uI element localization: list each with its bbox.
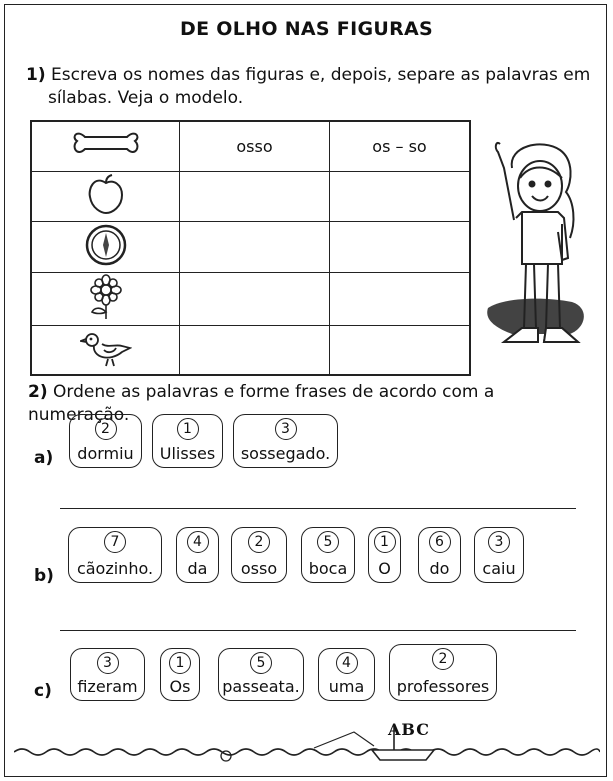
- word-tile: [233, 414, 338, 468]
- tile-word: Ulisses: [159, 444, 216, 463]
- word-answer-cell[interactable]: [180, 171, 330, 221]
- syllables-answer-cell[interactable]: [330, 221, 471, 272]
- answer-line-b[interactable]: [60, 630, 576, 631]
- question-2-text: Ordene as palavras e forme frases de acordo com a numeração.: [28, 382, 495, 425]
- word-answer-cell[interactable]: [180, 325, 330, 375]
- question-1-text-line2: sílabas. Veja o modelo.: [48, 88, 244, 108]
- order-number: 1: [169, 652, 191, 674]
- tile-word: passeata.: [222, 677, 300, 696]
- order-number: 2: [95, 418, 117, 440]
- question-2-number: 2): [28, 382, 48, 402]
- table-icon-cell: [31, 171, 180, 221]
- word-tile: [160, 648, 200, 701]
- order-number: 1: [374, 531, 396, 553]
- word-tile: [218, 648, 304, 701]
- table-row: [31, 272, 470, 325]
- tile-word: da: [187, 559, 208, 578]
- word-answer-cell[interactable]: [180, 272, 330, 325]
- tile-word: fizeram: [77, 677, 138, 696]
- table-icon-cell: [31, 121, 180, 171]
- order-number: 6: [429, 531, 451, 553]
- order-number: 4: [187, 531, 209, 553]
- word-tile: [69, 414, 142, 468]
- question-1-text-line1: Escreva os nomes das figuras e, depois, separe as palavras em: [51, 65, 591, 85]
- word-tile: [70, 648, 145, 701]
- model-word-cell: osso: [180, 121, 330, 171]
- order-number: 5: [250, 652, 272, 674]
- order-number: 7: [104, 531, 126, 553]
- tile-word: sossegado.: [240, 444, 331, 463]
- tile-word: do: [429, 559, 450, 578]
- order-number: 3: [488, 531, 510, 553]
- order-number: 1: [177, 418, 199, 440]
- peach-icon: [86, 173, 126, 215]
- syllables-answer-cell[interactable]: [330, 272, 471, 325]
- question-1-number: 1): [26, 65, 46, 85]
- item-a-label: a): [34, 448, 54, 468]
- flower-icon: [84, 274, 128, 320]
- compass-icon: [84, 223, 128, 267]
- waves-illustration: [14, 720, 600, 768]
- table-icon-cell: [31, 272, 180, 325]
- word-tile: [389, 644, 497, 701]
- page-title: DE OLHO NAS FIGURAS: [180, 18, 433, 40]
- word-answer-cell[interactable]: [180, 221, 330, 272]
- bone-icon: [71, 127, 141, 161]
- model-syllables-cell: os – so: [330, 121, 471, 171]
- word-tile: [68, 527, 162, 583]
- tile-word: dormiu: [77, 444, 134, 463]
- order-number: 3: [275, 418, 297, 440]
- girl-illustration: [482, 138, 592, 356]
- table-row: [31, 221, 470, 272]
- syllables-answer-cell[interactable]: [330, 325, 471, 375]
- answer-line-a[interactable]: [60, 508, 576, 509]
- word-tile: [301, 527, 355, 583]
- table-row: [31, 171, 470, 221]
- table-row: [31, 121, 470, 171]
- order-number: 5: [317, 531, 339, 553]
- table-icon-cell: [31, 221, 180, 272]
- word-tile: [152, 414, 223, 468]
- tile-word: boca: [308, 559, 348, 578]
- syllable-table: [30, 120, 471, 376]
- order-number: 2: [432, 648, 454, 670]
- syllables-answer-cell[interactable]: [330, 171, 471, 221]
- bird-icon: [80, 328, 132, 368]
- word-tile: [368, 527, 401, 583]
- tile-word: O: [378, 559, 391, 578]
- order-number: 4: [336, 652, 358, 674]
- table-row: [31, 325, 470, 375]
- order-number: 2: [248, 531, 270, 553]
- tile-word: uma: [328, 677, 365, 696]
- tile-word: cãozinho.: [76, 559, 154, 578]
- word-tile: [231, 527, 287, 583]
- item-c-label: c): [34, 681, 52, 701]
- word-tile: [318, 648, 375, 701]
- word-tile: [418, 527, 461, 583]
- question-1: [26, 64, 596, 110]
- table-icon-cell: [31, 325, 180, 375]
- item-b-label: b): [34, 566, 54, 586]
- tile-word: osso: [240, 559, 278, 578]
- word-tile: [474, 527, 524, 583]
- tile-word: Os: [169, 677, 191, 696]
- tile-word: caiu: [482, 559, 516, 578]
- boat-sign: ABC: [388, 720, 430, 739]
- word-tile: [176, 527, 219, 583]
- tile-word: professores: [396, 677, 490, 696]
- order-number: 3: [97, 652, 119, 674]
